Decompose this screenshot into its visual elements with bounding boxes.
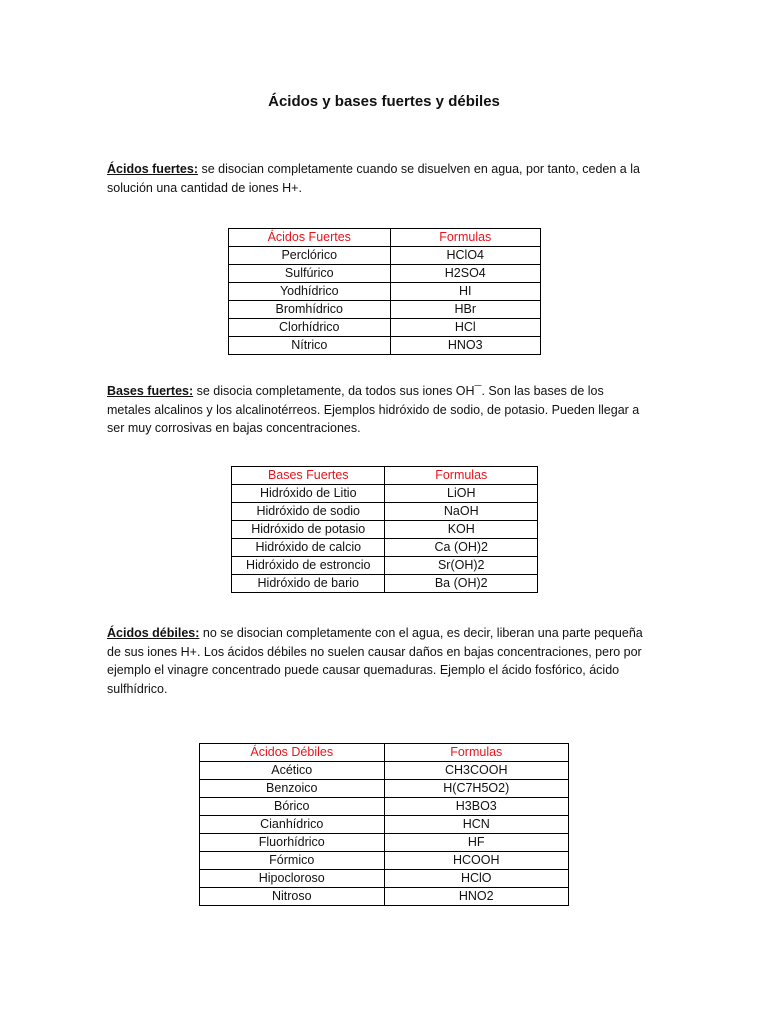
table-header-row — [232, 467, 538, 485]
table-row — [200, 798, 569, 816]
table-cell: Perclórico — [229, 247, 391, 265]
table-row — [232, 539, 538, 557]
table-row — [229, 319, 541, 337]
table-row — [229, 265, 541, 283]
table-cell: HClO4 — [390, 247, 541, 265]
table-cell: HI — [390, 283, 541, 301]
table-row — [200, 852, 569, 870]
table-row — [232, 557, 538, 575]
table-row — [229, 283, 541, 301]
table-row — [200, 888, 569, 906]
table-cell: HF — [384, 834, 569, 852]
table-cell: Hidróxido de estroncio — [232, 557, 385, 575]
table-cell: Hipocloroso — [200, 870, 385, 888]
strong-acids-heading: Ácidos fuertes: — [107, 162, 198, 176]
table-cell: Benzoico — [200, 780, 385, 798]
table-cell: Sulfúrico — [229, 265, 391, 283]
table-cell: HNO3 — [390, 337, 541, 355]
table-cell: Nítrico — [229, 337, 391, 355]
table-cell: Hidróxido de Litio — [232, 485, 385, 503]
strong-bases-heading: Bases fuertes: — [107, 384, 194, 398]
table-cell: Hidróxido de potasio — [232, 521, 385, 539]
table-row — [200, 816, 569, 834]
table-row — [232, 575, 538, 593]
column-header: Ácidos Débiles — [200, 744, 385, 762]
table-cell: Yodhídrico — [229, 283, 391, 301]
table-cell: Fórmico — [200, 852, 385, 870]
table-cell: HClO — [384, 870, 569, 888]
table-cell: Clorhídrico — [229, 319, 391, 337]
table-row — [232, 503, 538, 521]
table-cell: Bórico — [200, 798, 385, 816]
table-cell: NaOH — [385, 503, 538, 521]
table-header-row — [200, 744, 569, 762]
table-cell: HCN — [384, 816, 569, 834]
column-header: Formulas — [385, 467, 538, 485]
table-row — [229, 247, 541, 265]
table-cell: HNO2 — [384, 888, 569, 906]
table-cell: Ca (OH)2 — [385, 539, 538, 557]
table-cell: CH3COOH — [384, 762, 569, 780]
table-cell: Sr(OH)2 — [385, 557, 538, 575]
strong-acids-table — [228, 228, 541, 355]
table-row — [200, 834, 569, 852]
page-title: Ácidos y bases fuertes y débiles — [268, 93, 500, 110]
table-cell: H(C7H5O2) — [384, 780, 569, 798]
column-header: Formulas — [384, 744, 569, 762]
table-header-row — [229, 229, 541, 247]
strong-acids-paragraph — [107, 160, 647, 197]
table-row — [229, 337, 541, 355]
weak-acids-text: no se disocian completamente con el agua, es decir, liberan una parte pequeña de sus iones H+. Los ácidos débiles no suelen causar daños en bajas concentraciones, pero por ejemplo el vinagre concentrado puede causar quemaduras. Ejemplo el ácido fosfórico, ácido sulfhídrico. — [107, 626, 643, 696]
table-cell: HCOOH — [384, 852, 569, 870]
weak-acids-heading: Ácidos débiles: — [107, 626, 200, 640]
table-cell: LiOH — [385, 485, 538, 503]
table-cell: Nitroso — [200, 888, 385, 906]
table-row — [232, 485, 538, 503]
strong-acids-text: se disocian completamente cuando se disuelven en agua, por tanto, ceden a la solución una cantidad de iones H+. — [107, 162, 640, 195]
table-cell: Acético — [200, 762, 385, 780]
table-cell: Hidróxido de calcio — [232, 539, 385, 557]
strong-bases-table — [231, 466, 538, 593]
table-cell: Cianhídrico — [200, 816, 385, 834]
table-cell: Hidróxido de sodio — [232, 503, 385, 521]
table-row — [200, 762, 569, 780]
table-cell: Ba (OH)2 — [385, 575, 538, 593]
table-row — [200, 780, 569, 798]
table-cell: HCl — [390, 319, 541, 337]
table-cell: KOH — [385, 521, 538, 539]
table-row — [229, 301, 541, 319]
table-cell: H2SO4 — [390, 265, 541, 283]
table-cell: H3BO3 — [384, 798, 569, 816]
strong-bases-paragraph — [107, 382, 647, 438]
column-header: Formulas — [390, 229, 541, 247]
table-cell: HBr — [390, 301, 541, 319]
weak-acids-table — [199, 743, 569, 906]
table-cell: Fluorhídrico — [200, 834, 385, 852]
table-row — [200, 870, 569, 888]
column-header: Ácidos Fuertes — [229, 229, 391, 247]
weak-acids-paragraph — [107, 624, 647, 698]
column-header: Bases Fuertes — [232, 467, 385, 485]
table-cell: Hidróxido de bario — [232, 575, 385, 593]
strong-bases-text: se disocia completamente, da todos sus iones OH¯. Son las bases de los metales alcalinos y los alcalinotérreos. Ejemplos hidróxido de sodio, de potasio. Pueden llegar a ser muy corrosivas en bajas concentraciones. — [107, 384, 640, 436]
table-row — [232, 521, 538, 539]
table-cell: Bromhídrico — [229, 301, 391, 319]
